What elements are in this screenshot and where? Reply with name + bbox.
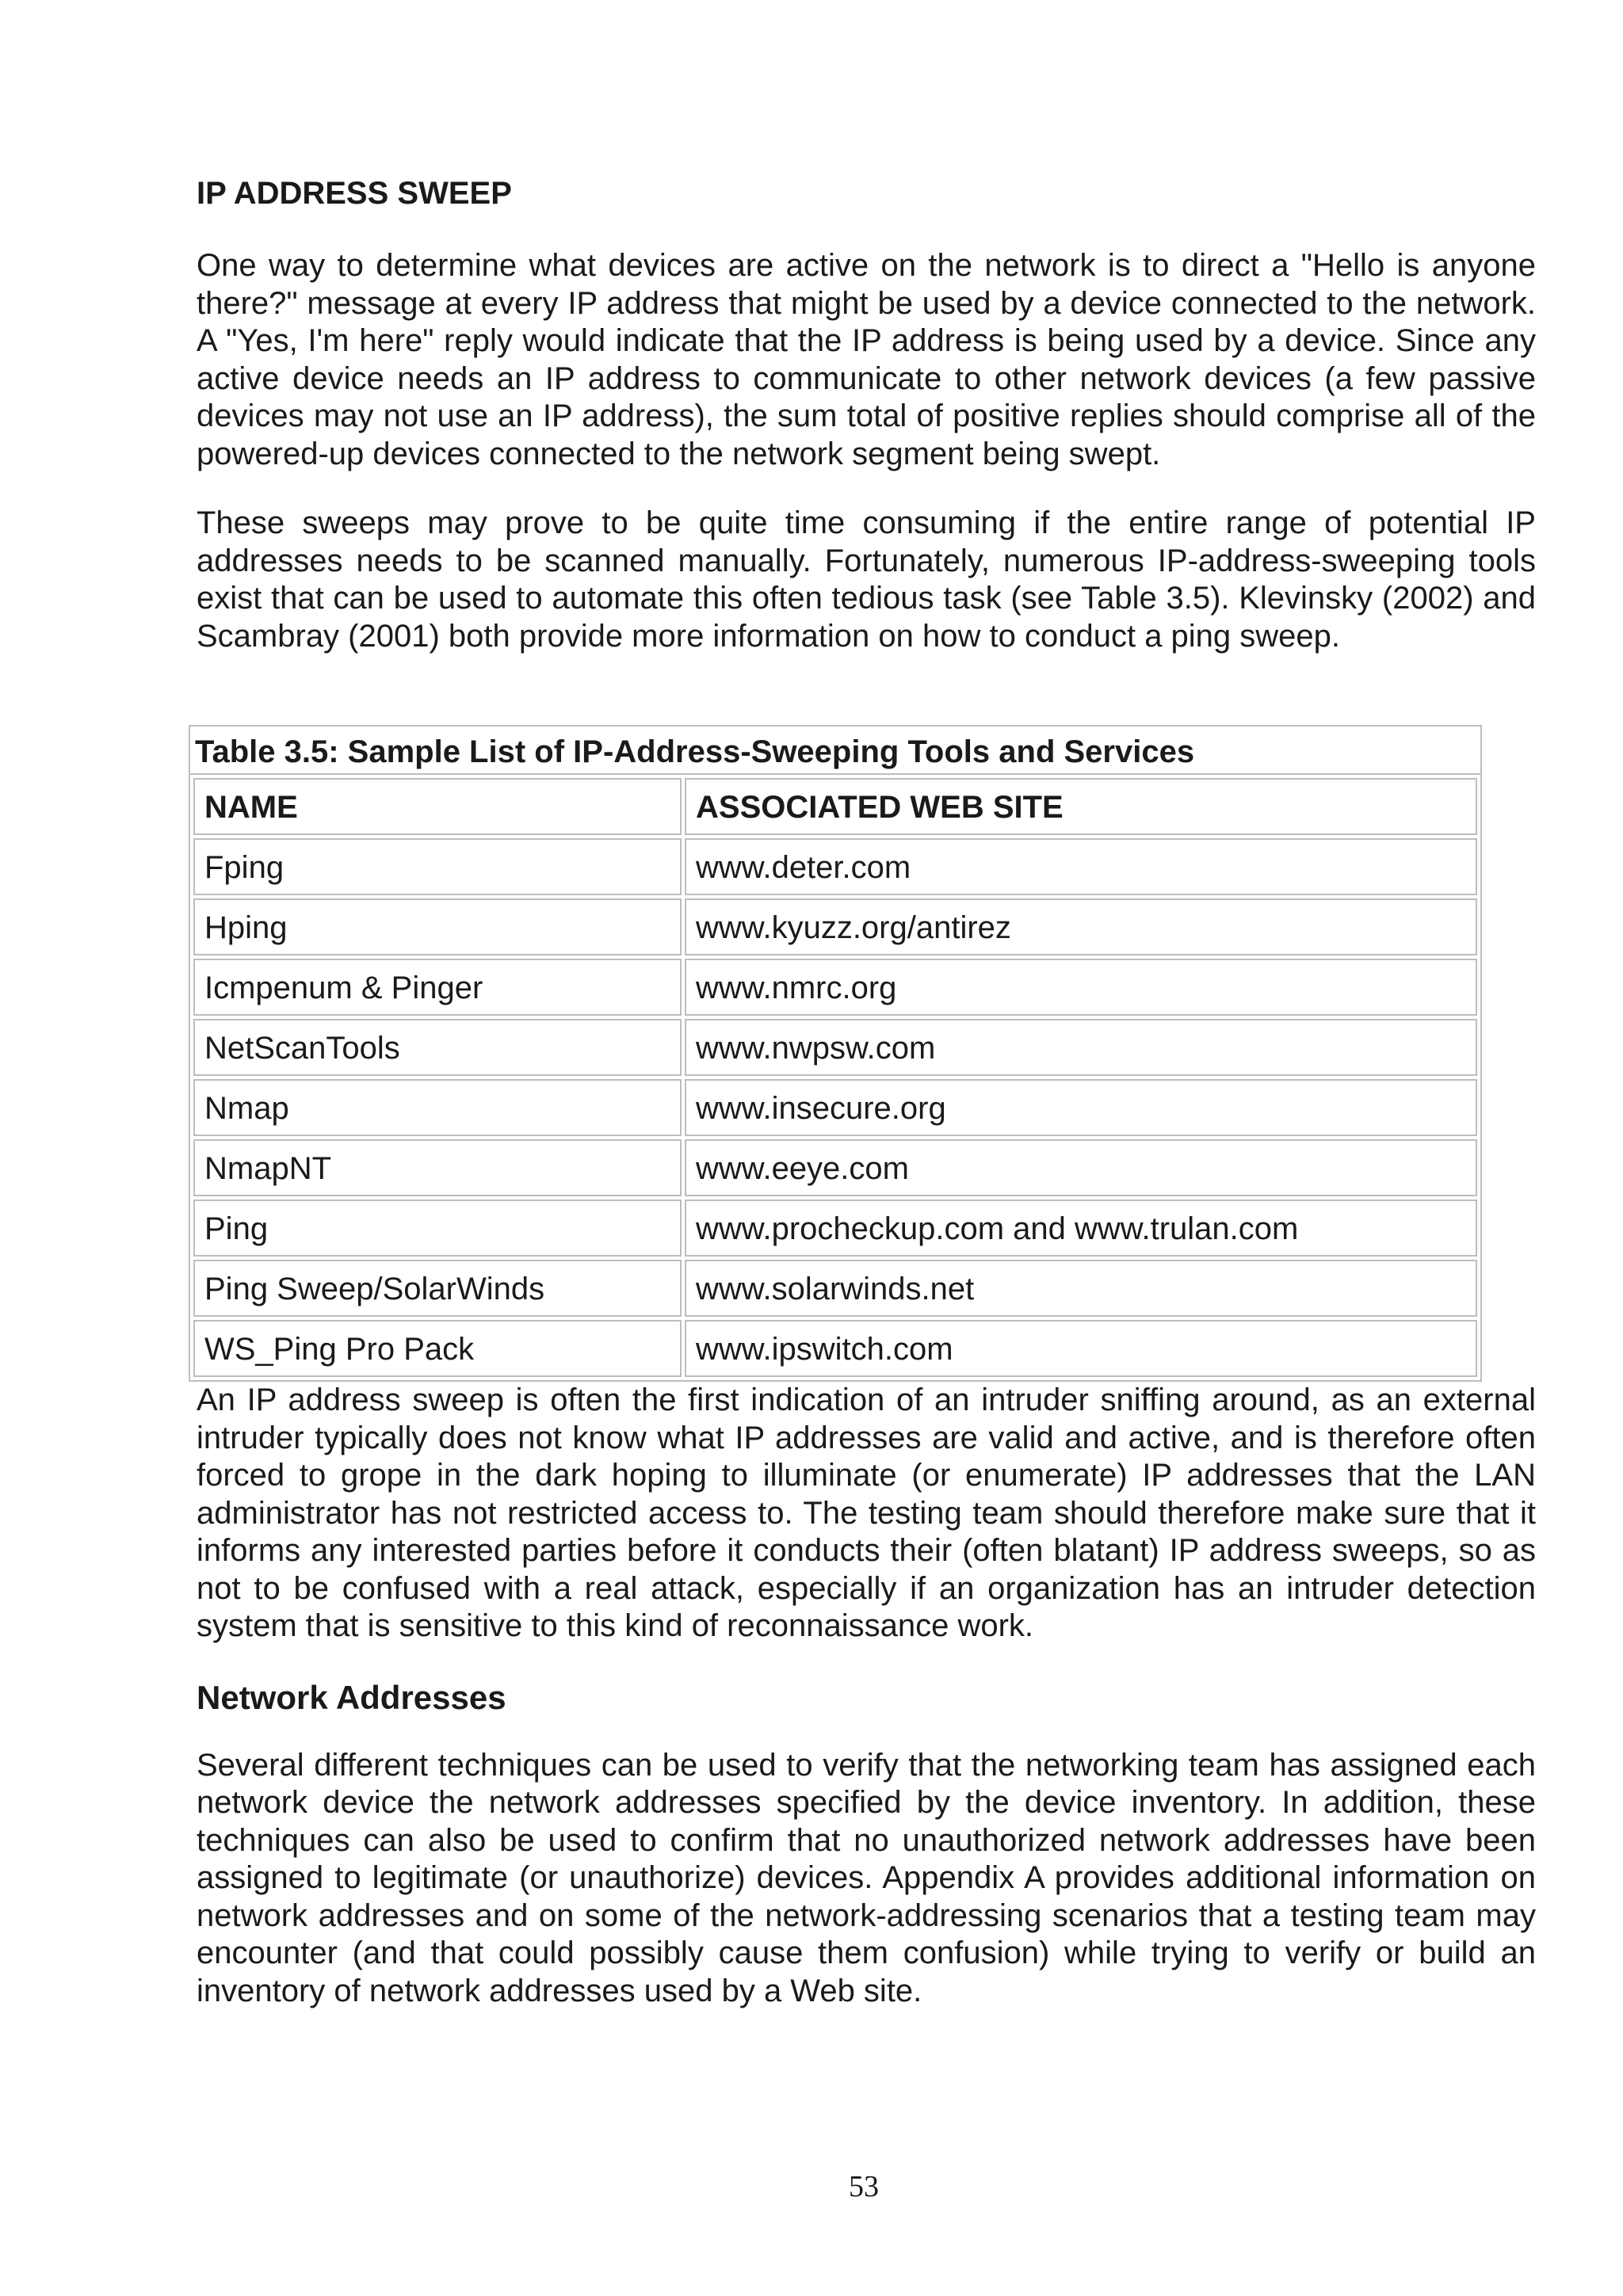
table-row xyxy=(193,1019,1477,1076)
tool-website-cell: www.solarwinds.net xyxy=(685,1260,1477,1317)
tool-name-cell: NmapNT xyxy=(193,1139,682,1196)
table-row xyxy=(193,898,1477,955)
tool-website-cell: www.eeye.com xyxy=(685,1139,1477,1196)
tool-website-cell: www.procheckup.com and www.trulan.com xyxy=(685,1199,1477,1257)
tool-name-cell: Icmpenum & Pinger xyxy=(193,959,682,1016)
intro-paragraph-2: These sweeps may prove to be quite time consuming if the entire range of potential IP addresses needs to be scanned manually. Fortunately, numerous IP-address-sweeping tools exist that can be used to automate this often tedious task (see Table 3.5). Klevinsky (2002) and Scambray (2001) both provide more information on how to conduct a ping sweep. xyxy=(197,505,1536,654)
post-table-paragraph: An IP address sweep is often the first indication of an intruder sniffing around, as an external intruder typically does not know what IP addresses are valid and active, and is therefore often forced to grope in the dark hoping to illuminate (or enumerate) IP addresses that the LAN administrator has not restricted access to. The testing team should therefore make sure that it informs any interested parties before it conducts their (often blatant) IP address sweeps, so as not to be confused with a real attack, especially if an organization has an intruder detection system that is sensitive to this kind of reconnaissance work. xyxy=(197,1383,1536,1643)
tool-name-cell: NetScanTools xyxy=(193,1019,682,1076)
tool-name-cell: Fping xyxy=(193,838,682,895)
table-row xyxy=(193,1079,1477,1136)
page-number: 53 xyxy=(849,2170,879,2203)
tool-name-cell: Ping xyxy=(193,1199,682,1257)
column-header-website: ASSOCIATED WEB SITE xyxy=(685,778,1477,835)
table-row xyxy=(193,1139,1477,1196)
table-caption: Table 3.5: Sample List of IP-Address-Sweeping Tools and Services xyxy=(189,725,1482,773)
section-title-network-addresses: Network Addresses xyxy=(197,1678,506,1716)
tool-name-cell: WS_Ping Pro Pack xyxy=(193,1320,682,1377)
table-row xyxy=(193,1320,1477,1377)
tool-name-cell: Nmap xyxy=(193,1079,682,1136)
table-row xyxy=(193,1199,1477,1257)
tool-website-cell: www.kyuzz.org/antirez xyxy=(685,898,1477,955)
page-content xyxy=(197,174,1536,2042)
network-addresses-paragraph: Several different techniques can be used to verify that the networking team has assigned each network device the network addresses specified by the device inventory. In addition, these techniques can also be used to confirm that no unauthorized network addresses have been assigned to legitimate (or unauthorize) devices. Appendix A provides additional information on network addresses and on some of the network-addressing scenarios that a testing team may encounter (and that could possibly cause them confusion) while trying to verify or build an inventory of network addresses used by a Web site. xyxy=(197,1747,1536,2008)
tool-website-cell: www.insecure.org xyxy=(685,1079,1477,1136)
tool-website-cell: www.nwpsw.com xyxy=(685,1019,1477,1076)
tool-website-cell: www.deter.com xyxy=(685,838,1477,895)
ip-sweep-tools-table xyxy=(189,725,1482,1382)
table-row xyxy=(193,1260,1477,1317)
tool-website-cell: www.nmrc.org xyxy=(685,959,1477,1016)
tools-table-container xyxy=(189,725,1482,1382)
tool-website-cell: www.ipswitch.com xyxy=(685,1320,1477,1377)
column-header-name: NAME xyxy=(193,778,682,835)
section-title-ip-address-sweep: IP ADDRESS SWEEP xyxy=(197,176,512,211)
table-row xyxy=(193,838,1477,895)
tool-name-cell: Hping xyxy=(193,898,682,955)
table-header-row xyxy=(193,778,1477,835)
table-row xyxy=(193,959,1477,1016)
intro-paragraph-1: One way to determine what devices are active on the network is to direct a "Hello is anyone there?" message at every IP address that might be used by a device connected to the network. A "Yes, I'm here" reply would indicate that the IP address is being used by a device. Since any active device needs an IP address to communicate to other network devices (a few passive devices may not use an IP address), the sum total of positive replies should comprise all of the powered-up devices connected to the network segment being swept. xyxy=(197,248,1536,471)
tool-name-cell: Ping Sweep/SolarWinds xyxy=(193,1260,682,1317)
